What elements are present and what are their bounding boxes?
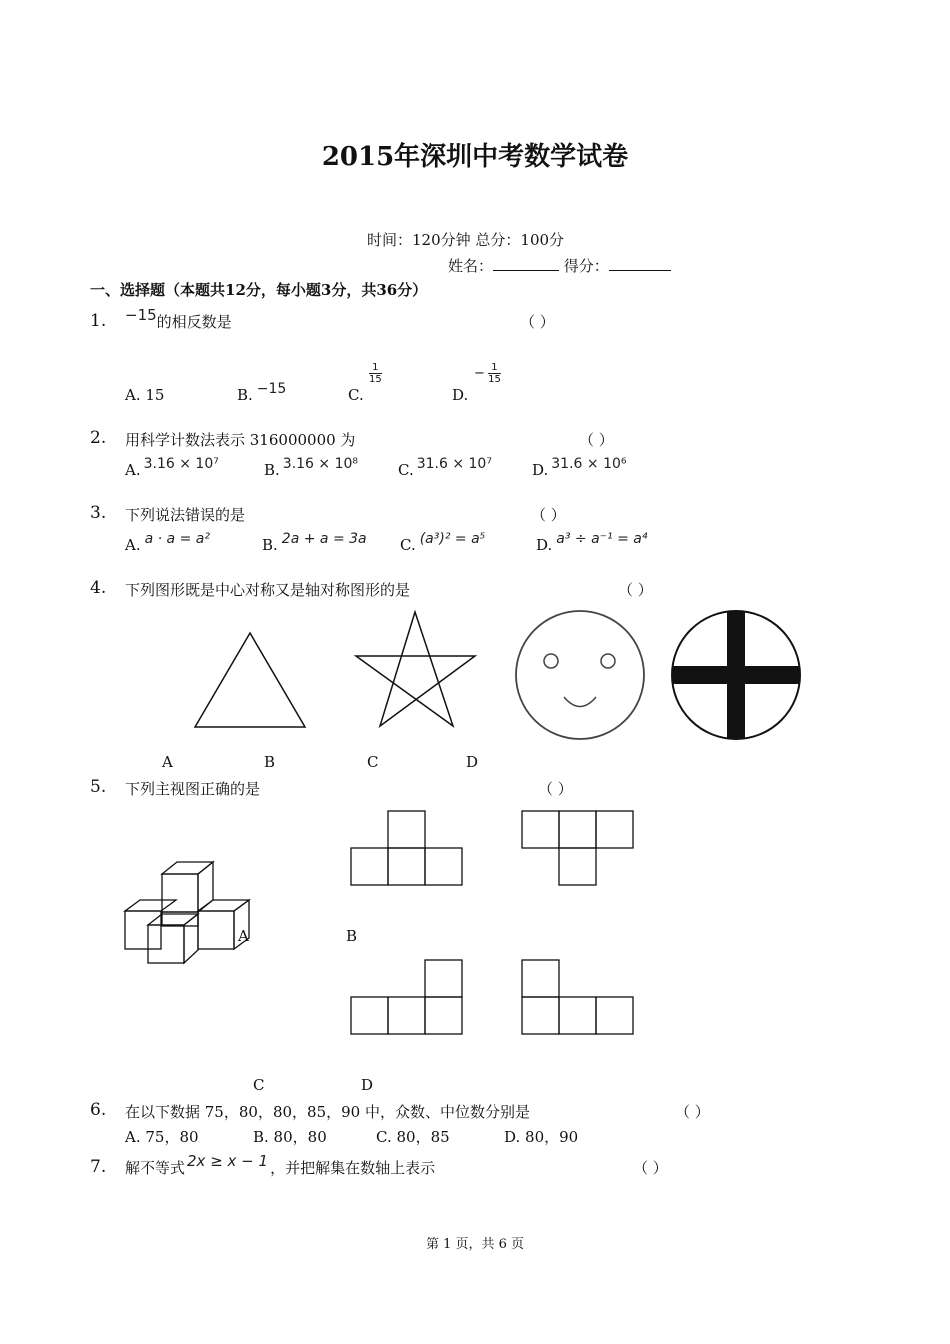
answer-paren: （ ）: [675, 1103, 710, 1121]
answer-paren: （ ）: [618, 581, 653, 599]
option-label: C.: [400, 536, 416, 554]
question-number: 2.: [90, 428, 107, 448]
option-label: D.: [536, 536, 553, 554]
option-a: A. 15: [125, 386, 165, 404]
question-stem: 的相反数是: [156, 313, 232, 331]
answer-paren: （ ）: [538, 780, 573, 798]
math-expression: (a³)² = a⁵: [419, 531, 486, 547]
front-view-a-figure: [351, 811, 462, 885]
page-footer: 第 1 页，共 6 页: [425, 1237, 525, 1252]
front-view-b-figure: [522, 811, 633, 885]
question-number: 4.: [90, 578, 107, 598]
section-heading: 一、选择题（本题共12分，每小题3分，共36分）: [90, 281, 428, 299]
option-d: D.: [452, 386, 469, 404]
name-label: 姓名：: [448, 257, 494, 275]
math-expression: −15: [256, 381, 287, 397]
question-number: 5.: [90, 777, 107, 797]
figure-label-b: B: [264, 753, 276, 771]
math-expression: 31.6 × 10⁶: [551, 456, 627, 472]
option-label: A.: [125, 461, 141, 479]
math-expression: 2a + a = 3a: [281, 531, 367, 547]
fraction-denominator: 15: [369, 374, 382, 385]
option-c: C. 80，85: [376, 1128, 450, 1146]
option-label: C.: [398, 461, 414, 479]
answer-paren: （ ）: [633, 1159, 668, 1177]
fraction-numerator: 1: [372, 362, 379, 373]
option-label: B.: [237, 386, 253, 404]
score-label: 得分：: [563, 257, 609, 275]
math-expression: 3.16 × 10⁸: [282, 456, 359, 472]
fraction-denominator: 15: [488, 374, 501, 385]
question-text: 用科学计数法表示 316000000 为: [125, 431, 356, 449]
math-expression: −15: [125, 306, 157, 324]
question-stem: 解不等式: [125, 1159, 186, 1177]
page-title: 2015年深圳中考数学试卷: [321, 142, 629, 172]
question-number: 6.: [90, 1100, 107, 1120]
option-label: D.: [532, 461, 549, 479]
math-expression: a³ ÷ a⁻¹ = a⁴: [556, 531, 648, 547]
cube-stack-figure: [125, 862, 249, 963]
question-number: 1.: [90, 311, 107, 331]
option-d: D. 80，90: [504, 1128, 579, 1146]
math-expression: 31.6 × 10⁷: [416, 456, 492, 472]
option-b: B. 80，80: [253, 1128, 327, 1146]
figure-label-c: C: [253, 1076, 265, 1094]
question-text: 下列主视图正确的是: [125, 780, 261, 798]
figure-label-b: B: [346, 927, 358, 945]
question-text: 下列图形既是中心对称又是轴对称图形的是: [125, 581, 411, 599]
math-expression: 3.16 × 10⁷: [143, 456, 219, 472]
front-view-c-figure: [351, 960, 462, 1034]
option-a: A. 75，80: [125, 1128, 199, 1146]
figure-label-d: D: [361, 1076, 374, 1094]
answer-paren: （ ）: [579, 431, 614, 449]
answer-paren: （ ）: [531, 506, 566, 524]
minus-sign: −: [474, 366, 485, 381]
question-text: [125, 1152, 436, 1178]
math-expression: a · a = a²: [144, 531, 210, 547]
question-text: 在以下数据 75，80，80，85，90 中，众数、中位数分别是: [125, 1103, 530, 1121]
fraction-numerator: 1: [491, 362, 498, 373]
front-view-d-figure: [522, 960, 633, 1034]
option-label: B.: [262, 536, 278, 554]
option-c: C.: [348, 386, 364, 404]
answer-paren: （ ）: [520, 313, 555, 331]
figure-label-a: A: [162, 753, 173, 771]
figure-label-c: C: [367, 753, 379, 771]
option-label: A.: [125, 536, 141, 554]
question-text: 下列说法错误的是: [125, 506, 246, 524]
question-stem-rest: ，并把解集在数轴上表示: [270, 1159, 436, 1177]
figure-label-a: A: [238, 927, 249, 945]
math-expression: 2x ≥ x − 1: [187, 1152, 269, 1170]
exam-info: 时间：120分钟 总分：100分: [367, 231, 565, 249]
figure-label-d: D: [466, 753, 479, 771]
option-label: B.: [264, 461, 280, 479]
question-number: 7.: [90, 1157, 107, 1177]
question-number: 3.: [90, 503, 107, 523]
